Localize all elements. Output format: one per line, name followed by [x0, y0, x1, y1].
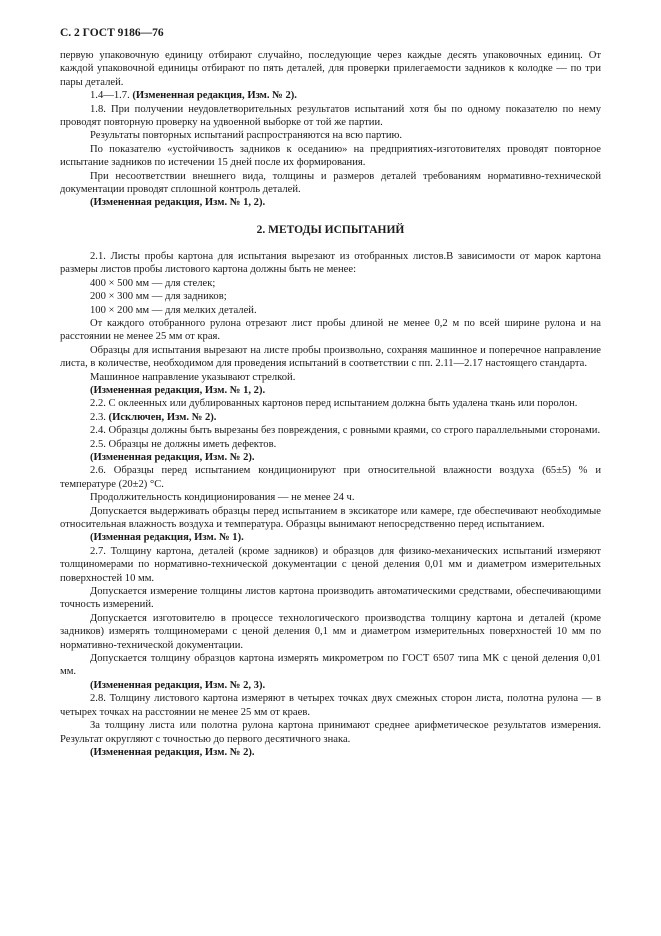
edition-note: (Измененная редакция, Изм. № 2). [90, 451, 255, 463]
paragraph-1-8: 1.8. При получении неудовлетворительных результатов испытаний хотя бы по одному показателю по нему проводят повторную проверку на удвоенной выборке от той же партии. [60, 103, 601, 129]
paragraph-2-5: 2.5. Образцы не должны иметь дефектов. [90, 438, 277, 450]
page-header: С. 2 ГОСТ 9186—76 [60, 27, 164, 39]
edition-note: (Измененная редакция, Изм. № 2). [90, 746, 255, 758]
clause-number: 2.3. [90, 411, 106, 423]
paragraph: Допускается выдерживать образцы перед испытанием в эксикаторе или камере, где обеспечивают необходимые относительная влажность воздуха и температура. Образцы вынимают непосредственно перед испытанием. [60, 505, 601, 530]
paragraph-2-4: 2.4. Образцы должны быть вырезаны без повреждения, с ровными краями, со строго параллельными сторонами. [90, 425, 601, 437]
section-title: 2. МЕТОДЫ ИСПЫТАНИЙ [256, 223, 405, 236]
paragraph: Машинное направление указывают стрелкой. [90, 371, 296, 383]
size-item: 100 × 200 мм — для мелких деталей. [90, 304, 257, 316]
paragraph: По показателю «устойчивость задников к оседанию» на предприятиях-изготовителях проводят повторное испытание задников по истечении 15 дней после их формирования. [60, 143, 601, 169]
paragraph: Образцы для испытания вырезают на листе пробы произвольно, сохраняя машинное и поперечное направление листа, в количестве, необходимом для проведения испытаний в соответствии с пп. 2.11—2.17 настоящего стандарта. [60, 344, 601, 370]
paragraph-2-1: 2.1. Листы пробы картона для испытания вырезают из отобранных листов.В зависимости от марок картона размеры листов пробы листового картона должны быть не менее: [60, 250, 601, 276]
paragraph: За толщину листа или полотна рулона картона принимают среднее арифметическое результатов измерения. Результат округляют с точностью до первого десятичного знака. [60, 720, 601, 745]
edition-note: (Измененная редакция, Изм. № 1, 2). [90, 197, 266, 209]
paragraph: первую упаковочную единицу отбирают случайно, последующие через каждые десять упаковочных единиц. От каждой упаковочной единицы отбирают по пять деталей, для проверки прилегаемости задников к колодке — по три пары деталей. [60, 50, 601, 88]
edition-note: (Измененная редакция, Изм. № 1, 2). [90, 384, 266, 396]
paragraph: Результаты повторных испытаний распространяются на всю партию. [90, 130, 403, 142]
paragraph-2-8: 2.8. Толщину листового картона измеряют в четырех точках двух смежных сторон листа, полотна рулона — в четырех точках на расстоянии не менее 25 мм от краев. [60, 693, 601, 718]
paragraph: При несоответствии внешнего вида, толщины и размеров деталей требованиям нормативно-технической документации проводят сплошной контроль деталей. [60, 170, 601, 196]
paragraph: Продолжительность кондиционирования — не менее 24 ч. [90, 492, 355, 504]
paragraph: Допускается измерение толщины листов картона производить автоматическими средствами, обеспечивающими точность измерений. [60, 586, 601, 611]
edition-note: (Исключен, Изм. № 2). [108, 411, 217, 423]
size-item: 400 × 500 мм — для стелек; [90, 277, 216, 289]
paragraph-2-7: 2.7. Толщину картона, деталей (кроме задников) и образцов для физико-механических испытаний измеряют толщиномерами по нормативно-технической документации с ценой деления 0,01 мм и диаметром измерительных поверхностей 10 мм. [60, 545, 601, 584]
edition-note: (Измененная редакция, Изм. № 2). [132, 90, 297, 102]
paragraph-2-3 [60, 411, 601, 424]
size-item: 200 × 300 мм — для задников; [90, 291, 227, 303]
paragraph: Допускается изготовителю в процессе технологического производства толщину картона и деталей (кроме задников) измерять толщиномерами с ценой деления 0,1 мм и диаметром измерительных поверхностей 10 мм по нормативно-технической документации. [60, 612, 601, 651]
paragraph: От каждого отобранного рулона отрезают лист пробы длиной не менее 0,2 м по всей ширине рулона и на расстоянии не менее 25 мм от края. [60, 317, 601, 343]
paragraph-2-6: 2.6. Образцы перед испытанием кондиционируют при относительной влажности воздуха (65±5) % и температуре (20±2) °С. [60, 465, 601, 490]
edition-note: (Изменная редакция, Изм. № 1). [90, 532, 244, 544]
paragraph-1-4 [60, 89, 601, 102]
paragraph-2-2: 2.2. С оклеенных или дублированных картонов перед испытанием должна быть удалена ткань или поролон. [90, 398, 578, 410]
clause-number: 1.4—1.7. [90, 90, 130, 102]
paragraph: Допускается толщину образцов картона измерять микрометром по ГОСТ 6507 типа МК с ценой деления 0,01 мм. [60, 653, 601, 678]
edition-note: (Измененная редакция, Изм. № 2, 3). [90, 679, 266, 691]
